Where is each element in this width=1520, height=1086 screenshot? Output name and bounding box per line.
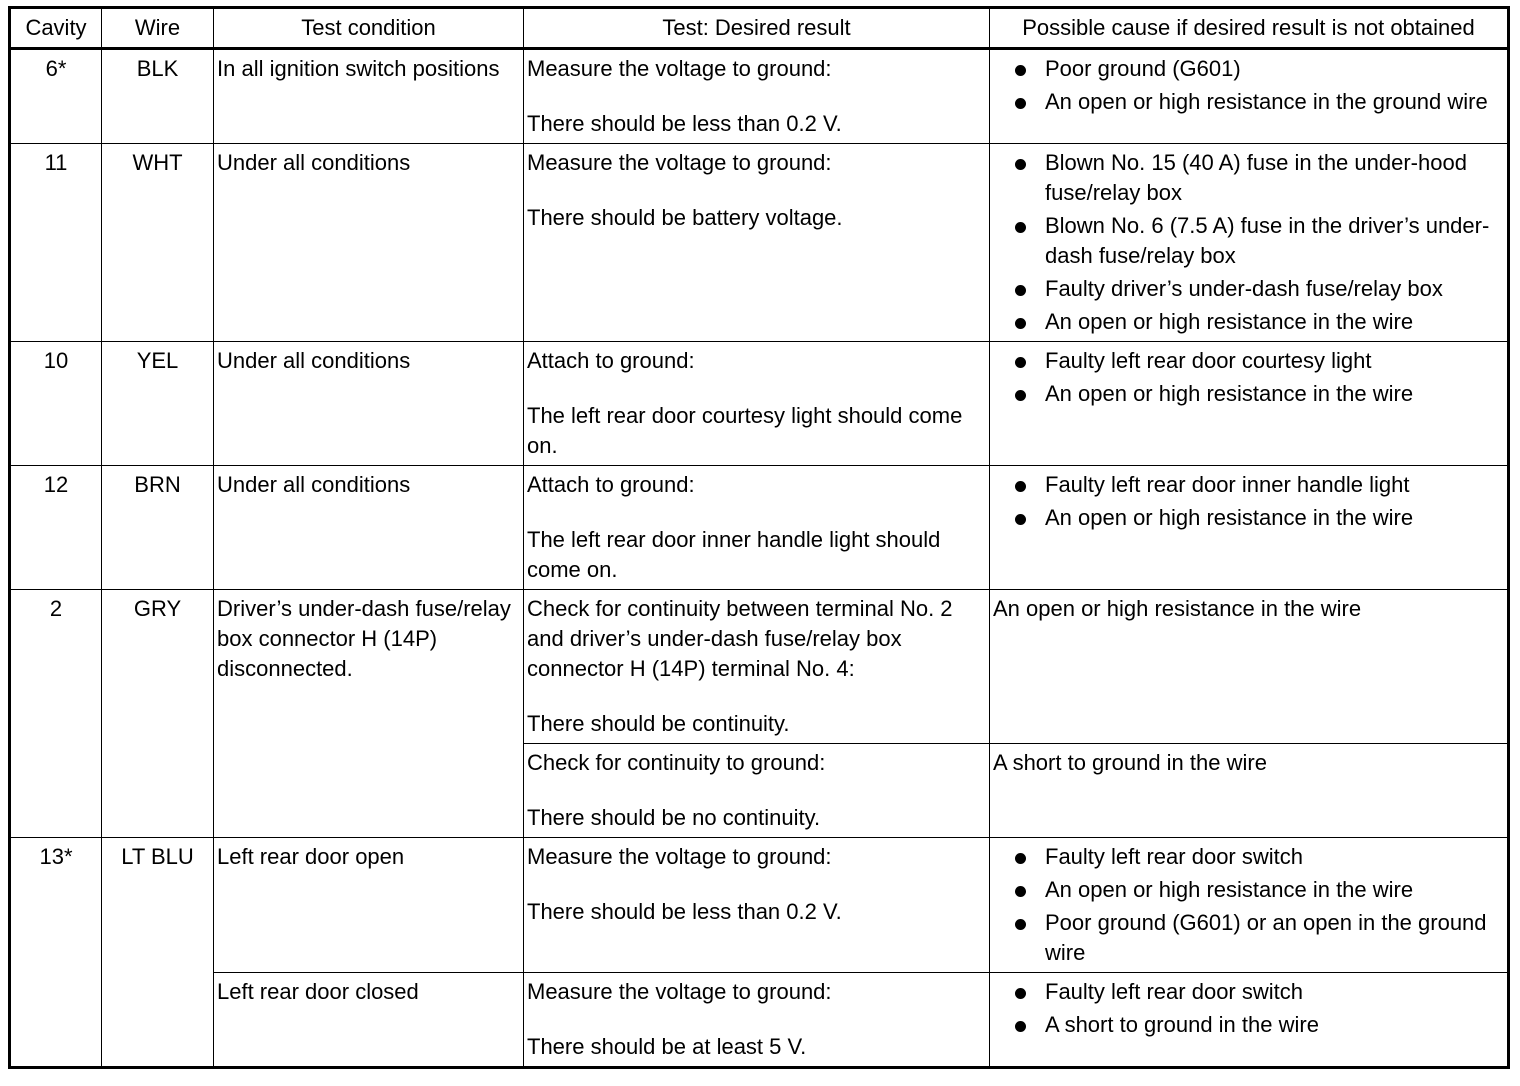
condition-cell: In all ignition switch positions: [214, 49, 524, 144]
desired-result: There should be at least 5 V.: [527, 1034, 807, 1059]
cause-list: [993, 148, 1504, 337]
result-cell: [524, 838, 990, 973]
table-row: [10, 144, 1509, 342]
cause-item: Faulty left rear door switch: [1011, 842, 1504, 872]
cause-cell: [990, 838, 1509, 973]
header-test-condition: Test condition: [214, 8, 524, 49]
desired-result: The left rear door courtesy light should come on.: [527, 403, 963, 458]
test-instruction: Measure the voltage to ground:: [527, 56, 832, 81]
cause-item: Faulty left rear door courtesy light: [1011, 346, 1504, 376]
desired-result: There should be less than 0.2 V.: [527, 899, 842, 924]
wire-cell: YEL: [102, 342, 214, 466]
cause-list: [993, 470, 1504, 533]
wire-cell: LT BLU: [102, 838, 214, 1068]
test-instruction: Attach to ground:: [527, 348, 695, 373]
cause-item: An open or high resistance in the wire: [1011, 379, 1504, 409]
cause-cell: An open or high resistance in the wire: [990, 590, 1509, 744]
condition-cell: Left rear door open: [214, 838, 524, 973]
table-row: [10, 466, 1509, 590]
table-row: [10, 342, 1509, 466]
test-instruction: Measure the voltage to ground:: [527, 844, 832, 869]
cause-item: Blown No. 6 (7.5 A) fuse in the driver’s under-dash fuse/relay box: [1011, 211, 1504, 271]
cause-list: [993, 54, 1504, 117]
wire-cell: BLK: [102, 49, 214, 144]
cavity-cell: 2: [10, 590, 102, 838]
result-cell: [524, 342, 990, 466]
result-cell: [524, 590, 990, 744]
desired-result: There should be continuity.: [527, 711, 790, 736]
cause-item: An open or high resistance in the wire: [1011, 503, 1504, 533]
cause-item: An open or high resistance in the wire: [1011, 307, 1504, 337]
cause-cell: [990, 466, 1509, 590]
table-row: [10, 49, 1509, 144]
test-instruction: Attach to ground:: [527, 472, 695, 497]
header-row: [10, 8, 1509, 49]
table-row: [10, 590, 1509, 744]
cause-cell: A short to ground in the wire: [990, 744, 1509, 838]
cavity-cell: 10: [10, 342, 102, 466]
test-instruction: Measure the voltage to ground:: [527, 979, 832, 1004]
wire-cell: GRY: [102, 590, 214, 838]
test-instruction: Check for continuity between terminal No. 2 and driver’s under-dash fuse/relay box connector H (14P) terminal No. 4:: [527, 596, 953, 681]
table-row: [10, 973, 1509, 1068]
cause-item: Blown No. 15 (40 A) fuse in the under-hood fuse/relay box: [1011, 148, 1504, 208]
cause-list: [993, 346, 1504, 409]
desired-result: There should be no continuity.: [527, 805, 821, 830]
condition-cell: Left rear door closed: [214, 973, 524, 1068]
cavity-cell: 11: [10, 144, 102, 342]
cause-item: Poor ground (G601) or an open in the ground wire: [1011, 908, 1504, 968]
cause-item: Faulty left rear door inner handle light: [1011, 470, 1504, 500]
result-cell: [524, 973, 990, 1068]
header-wire: Wire: [102, 8, 214, 49]
condition-cell: Under all conditions: [214, 144, 524, 342]
cavity-cell: 12: [10, 466, 102, 590]
test-instruction: Measure the voltage to ground:: [527, 150, 832, 175]
cavity-cell: 13*: [10, 838, 102, 1068]
cause-cell: [990, 144, 1509, 342]
condition-cell: Under all conditions: [214, 342, 524, 466]
cause-item: An open or high resistance in the ground wire: [1011, 87, 1504, 117]
cause-item: Faulty left rear door switch: [1011, 977, 1504, 1007]
result-cell: [524, 144, 990, 342]
condition-cell: Driver’s under-dash fuse/relay box connector H (14P) disconnected.: [214, 590, 524, 838]
cause-cell: [990, 973, 1509, 1068]
wire-cell: BRN: [102, 466, 214, 590]
desired-result: There should be battery voltage.: [527, 205, 843, 230]
cause-cell: [990, 342, 1509, 466]
desired-result: There should be less than 0.2 V.: [527, 111, 842, 136]
desired-result: The left rear door inner handle light should come on.: [527, 527, 941, 582]
cavity-cell: 6*: [10, 49, 102, 144]
header-possible-cause: Possible cause if desired result is not obtained: [990, 8, 1509, 49]
cause-item: Poor ground (G601): [1011, 54, 1504, 84]
result-cell: [524, 49, 990, 144]
result-cell: [524, 466, 990, 590]
cause-item: Faulty driver’s under-dash fuse/relay box: [1011, 274, 1504, 304]
table-row: [10, 838, 1509, 973]
test-instruction: Check for continuity to ground:: [527, 750, 826, 775]
wire-cell: WHT: [102, 144, 214, 342]
circuit-test-table: [8, 6, 1510, 1069]
cause-cell: [990, 49, 1509, 144]
header-cavity: Cavity: [10, 8, 102, 49]
cause-item: An open or high resistance in the wire: [1011, 875, 1504, 905]
condition-cell: Under all conditions: [214, 466, 524, 590]
cause-list: [993, 842, 1504, 968]
cause-list: [993, 977, 1504, 1040]
cause-item: A short to ground in the wire: [1011, 1010, 1504, 1040]
header-desired-result: Test: Desired result: [524, 8, 990, 49]
result-cell: [524, 744, 990, 838]
